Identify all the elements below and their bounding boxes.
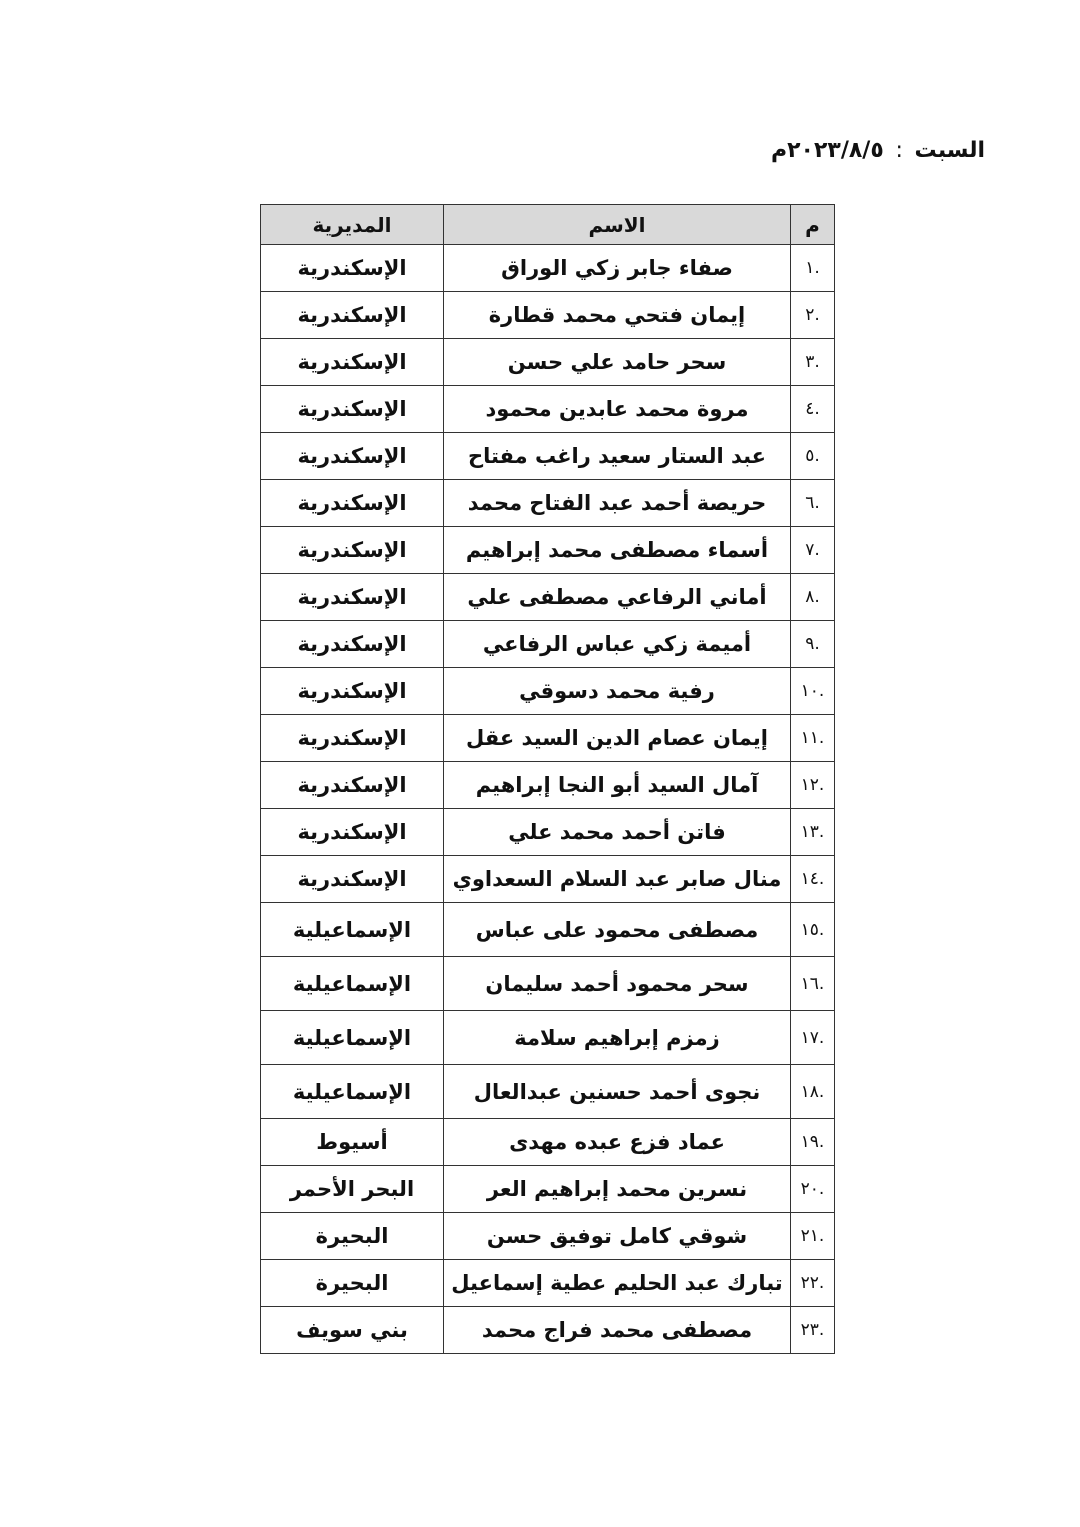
row-name: أماني الرفاعي مصطفى علي bbox=[444, 574, 791, 621]
row-number: .٨ bbox=[791, 574, 835, 621]
row-name: نسرين محمد إبراهيم العر bbox=[444, 1166, 791, 1213]
row-number: .١٩ bbox=[791, 1119, 835, 1166]
row-directorate: الإسكندرية bbox=[261, 245, 444, 292]
row-directorate: الإسكندرية bbox=[261, 668, 444, 715]
table-row bbox=[261, 762, 835, 809]
row-name: مصطفى محمد فراج محمد bbox=[444, 1307, 791, 1354]
row-name: عماد فزع عبده مهدى bbox=[444, 1119, 791, 1166]
table-row bbox=[261, 339, 835, 386]
row-number: .٦ bbox=[791, 480, 835, 527]
table-row bbox=[261, 574, 835, 621]
row-number: .٩ bbox=[791, 621, 835, 668]
row-directorate: الإسكندرية bbox=[261, 480, 444, 527]
row-directorate: بني سويف bbox=[261, 1307, 444, 1354]
row-number: .٢٢ bbox=[791, 1260, 835, 1307]
row-name: سحر حامد علي حسن bbox=[444, 339, 791, 386]
date-heading bbox=[771, 138, 985, 163]
table-row bbox=[261, 480, 835, 527]
row-directorate: الإسماعيلية bbox=[261, 957, 444, 1011]
row-directorate: الإسماعيلية bbox=[261, 1065, 444, 1119]
table-row bbox=[261, 715, 835, 762]
table-row bbox=[261, 1119, 835, 1166]
row-name: إيمان عصام الدين السيد عقل bbox=[444, 715, 791, 762]
row-number: .٣ bbox=[791, 339, 835, 386]
row-directorate: الإسكندرية bbox=[261, 574, 444, 621]
row-name: منال صابر عبد السلام السعداوي bbox=[444, 856, 791, 903]
column-header-directorate: المديرية bbox=[261, 205, 444, 245]
row-directorate: الإسكندرية bbox=[261, 292, 444, 339]
table-row bbox=[261, 1065, 835, 1119]
row-number: .١٦ bbox=[791, 957, 835, 1011]
row-name: آمال السيد أبو النجا إبراهيم bbox=[444, 762, 791, 809]
row-number: .٢٣ bbox=[791, 1307, 835, 1354]
table-row bbox=[261, 856, 835, 903]
row-directorate: الإسكندرية bbox=[261, 386, 444, 433]
row-number: .٤ bbox=[791, 386, 835, 433]
date-separator: : bbox=[895, 138, 903, 163]
row-name: سحر محمود أحمد سليمان bbox=[444, 957, 791, 1011]
row-directorate: البحر الأحمر bbox=[261, 1166, 444, 1213]
row-directorate: الإسكندرية bbox=[261, 433, 444, 480]
row-directorate: الإسماعيلية bbox=[261, 903, 444, 957]
table-row bbox=[261, 1307, 835, 1354]
table-row bbox=[261, 903, 835, 957]
row-name: فاتن أحمد محمد علي bbox=[444, 809, 791, 856]
row-number: .١ bbox=[791, 245, 835, 292]
row-number: .١٣ bbox=[791, 809, 835, 856]
row-number: .٥ bbox=[791, 433, 835, 480]
row-number: .١٧ bbox=[791, 1011, 835, 1065]
row-name: شوقي كامل توفيق حسن bbox=[444, 1213, 791, 1260]
table-row bbox=[261, 1213, 835, 1260]
date-value: ٢٠٢٣/٨/٥م bbox=[771, 138, 884, 163]
column-header-name: الاسم bbox=[444, 205, 791, 245]
row-directorate: أسيوط bbox=[261, 1119, 444, 1166]
row-number: .١١ bbox=[791, 715, 835, 762]
row-number: .٢٠ bbox=[791, 1166, 835, 1213]
row-directorate: الإسماعيلية bbox=[261, 1011, 444, 1065]
row-name: مروة محمد عابدين محمود bbox=[444, 386, 791, 433]
table-row bbox=[261, 245, 835, 292]
row-directorate: الإسكندرية bbox=[261, 527, 444, 574]
row-number: .٧ bbox=[791, 527, 835, 574]
row-name: عبد الستار سعيد راغب مفتاح bbox=[444, 433, 791, 480]
row-name: حريصة أحمد عبد الفتاح محمد bbox=[444, 480, 791, 527]
row-name: نجوى أحمد حسنين عبدالعال bbox=[444, 1065, 791, 1119]
row-number: .١٢ bbox=[791, 762, 835, 809]
table-row bbox=[261, 621, 835, 668]
day-label: السبت bbox=[914, 138, 985, 163]
row-number: .١٤ bbox=[791, 856, 835, 903]
table-row bbox=[261, 433, 835, 480]
row-number: .٢١ bbox=[791, 1213, 835, 1260]
table-body bbox=[261, 245, 835, 1354]
row-directorate: الإسكندرية bbox=[261, 809, 444, 856]
table-row bbox=[261, 292, 835, 339]
row-directorate: البحيرة bbox=[261, 1260, 444, 1307]
row-name: زمزم إبراهيم سلامة bbox=[444, 1011, 791, 1065]
row-directorate: الإسكندرية bbox=[261, 856, 444, 903]
table-row bbox=[261, 386, 835, 433]
row-name: مصطفى محمود على عباس bbox=[444, 903, 791, 957]
row-name: أسماء مصطفى محمد إبراهيم bbox=[444, 527, 791, 574]
row-directorate: الإسكندرية bbox=[261, 621, 444, 668]
row-name: تبارك عبد الحليم عطية إسماعيل bbox=[444, 1260, 791, 1307]
row-number: .١٠ bbox=[791, 668, 835, 715]
table-row bbox=[261, 668, 835, 715]
names-table bbox=[260, 204, 835, 1354]
row-directorate: الإسكندرية bbox=[261, 339, 444, 386]
row-number: .١٥ bbox=[791, 903, 835, 957]
table-row bbox=[261, 1166, 835, 1213]
row-number: .١٨ bbox=[791, 1065, 835, 1119]
column-header-number: م bbox=[791, 205, 835, 245]
table-row bbox=[261, 1260, 835, 1307]
table-header-row bbox=[261, 205, 835, 245]
row-directorate: الإسكندرية bbox=[261, 762, 444, 809]
row-name: صفاء جابر زكي الوراق bbox=[444, 245, 791, 292]
table-row bbox=[261, 527, 835, 574]
row-directorate: البحيرة bbox=[261, 1213, 444, 1260]
row-number: .٢ bbox=[791, 292, 835, 339]
table-row bbox=[261, 1011, 835, 1065]
row-name: إيمان فتحي محمد قطارة bbox=[444, 292, 791, 339]
row-directorate: الإسكندرية bbox=[261, 715, 444, 762]
row-name: أميمة زكي عباس الرفاعي bbox=[444, 621, 791, 668]
table-row bbox=[261, 957, 835, 1011]
row-name: رفية محمد دسوقي bbox=[444, 668, 791, 715]
table-row bbox=[261, 809, 835, 856]
